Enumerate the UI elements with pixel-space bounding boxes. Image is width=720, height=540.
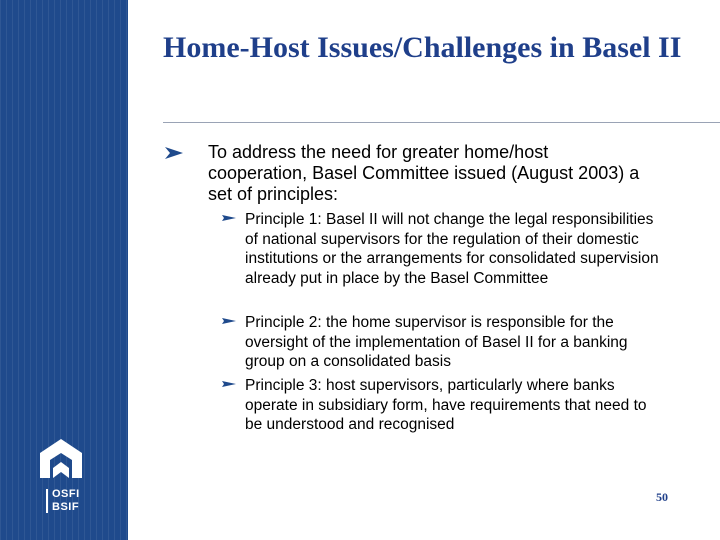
arrow-bullet-icon (165, 147, 183, 159)
logo-wordmark (52, 488, 92, 514)
page-number: 50 (656, 490, 668, 504)
principle-text-3: Principle 3: host supervisors, particularly where banks operate in subsidiary form, have requirements that need to be understood and recognised (245, 377, 647, 433)
title-divider (163, 122, 720, 123)
dash-bullet-icon (222, 215, 236, 221)
dash-bullet-icon (222, 318, 236, 324)
main-bullet-text: To address the need for greater home/host cooperation, Basel Committee issued (August 2003) a set of principles: (208, 142, 640, 204)
principle-text-2: Principle 2: the home supervisor is responsible for the oversight of the implementation of Basel II for a banking group on a consolidated basis (245, 314, 628, 370)
principle-text-1: Principle 1: Basel II will not change the legal responsibilities of national supervisors for the regulation of their domestic institutions or the arrangements for consolidated supervision already put in place by the Basel Committee (245, 211, 659, 287)
logo-divider (46, 489, 48, 513)
osfi-emblem-icon (36, 436, 86, 486)
logo-line-osfi: OSFI (52, 488, 80, 500)
sidebar-band (0, 0, 128, 540)
slide-title: Home-Host Issues/Challenges in Basel II (163, 31, 682, 64)
dash-bullet-icon (222, 381, 236, 387)
logo-line-bsif: BSIF (52, 501, 80, 513)
